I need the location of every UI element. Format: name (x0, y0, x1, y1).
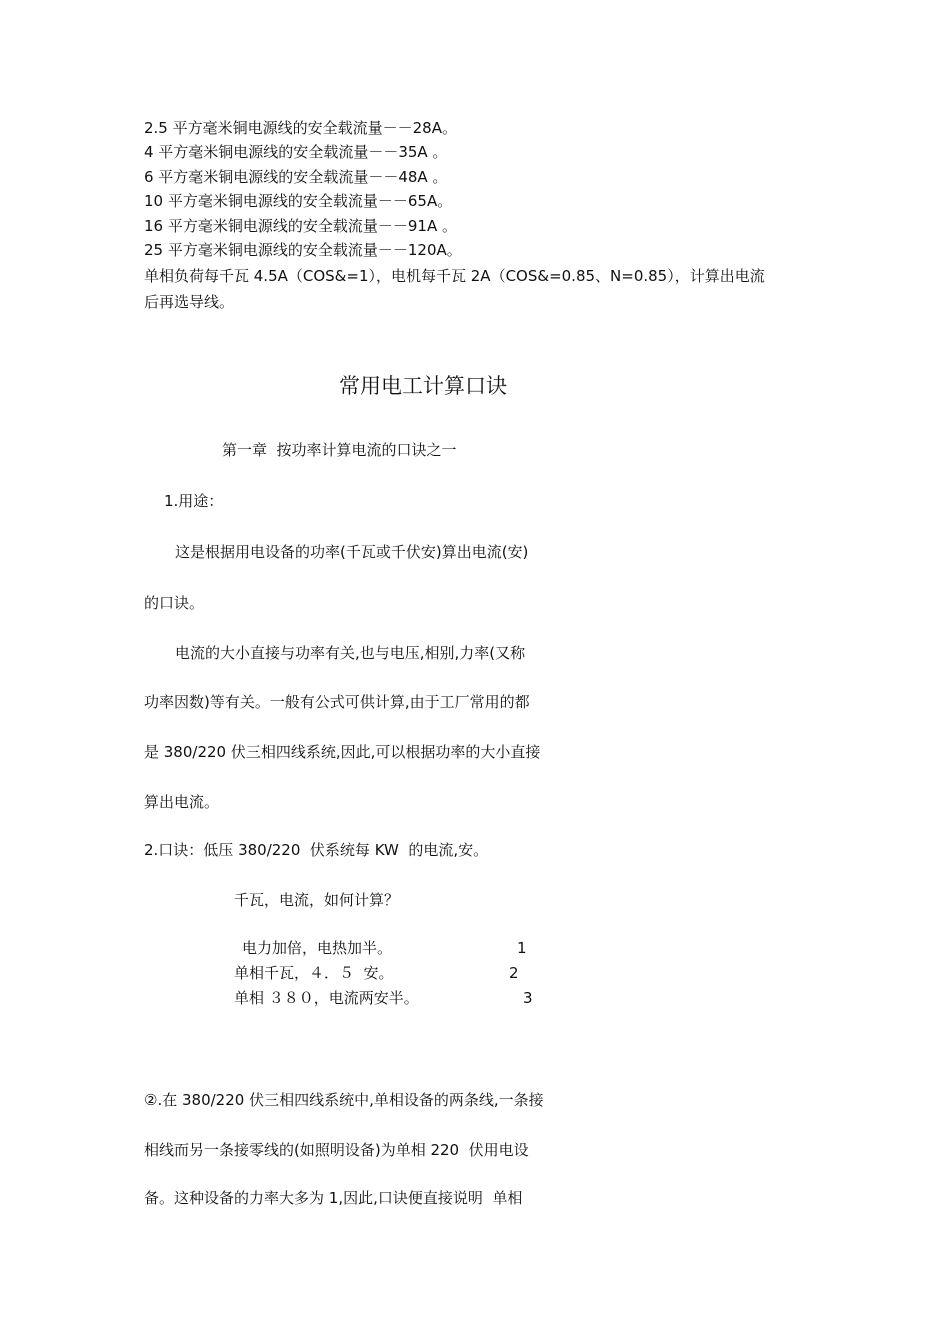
rhyme-line: 单相 ３８０，电流两安半。 (234, 989, 419, 1007)
section-heading: 1.用途： (164, 492, 224, 510)
rhyme-question: 千瓦，电流，如何计算？ (234, 891, 400, 909)
paragraph-line: 相线而另一条接零线的(如照明设备)为单相 220 伏用电设 (144, 1141, 529, 1159)
rhyme-number: 2 (509, 964, 519, 982)
rhyme-number: 3 (523, 989, 533, 1007)
intro-line: 6 平方毫米铜电源线的安全载流量－－48A 。 (144, 168, 448, 186)
page-title (0, 372, 950, 400)
section-heading: 2.口诀：低压 380/220 伏系统每 KW 的电流,安。 (144, 841, 489, 859)
paragraph-line: 功率因数)等有关。一般有公式可供计算,由于工厂常用的都 (144, 693, 530, 711)
intro-line: 2.5 平方毫米铜电源线的安全载流量－－28A。 (144, 119, 457, 137)
page-title-text: 常用电工计算口诀 (339, 374, 507, 398)
chapter-heading: 第一章 按功率计算电流的口诀之一 (222, 441, 457, 459)
paragraph-line: 的口诀。 (144, 594, 205, 612)
intro-line: 单相负荷每千瓦 4.5A（COS&=1），电机每千瓦 2A（COS&=0.85、N=0.85），计算出电流 (144, 267, 765, 285)
rhyme-number: 1 (517, 939, 527, 957)
intro-line: 25 平方毫米铜电源线的安全载流量－－120A。 (144, 241, 462, 259)
paragraph-line: 电流的大小直接与功率有关,也与电压,相别,力率(又称 (175, 644, 526, 662)
rhyme-line: 电力加倍，电热加半。 (242, 939, 393, 957)
paragraph-line: 算出电流。 (144, 793, 220, 811)
rhyme-line: 单相千瓦，４．５ 安。 (234, 964, 394, 982)
intro-line: 4 平方毫米铜电源线的安全载流量－－35A 。 (144, 143, 448, 161)
intro-line: 16 平方毫米铜电源线的安全载流量－－91A 。 (144, 217, 457, 235)
paragraph-line: 备。这种设备的力率大多为 1,因此,口诀便直接说明 单相 (144, 1189, 523, 1207)
paragraph-line: 是 380/220 伏三相四线系统,因此,可以根据功率的大小直接 (144, 743, 541, 761)
paragraph-line: 这是根据用电设备的功率(千瓦或千伏安)算出电流(安) (175, 543, 529, 561)
paragraph-line: ②.在 380/220 伏三相四线系统中,单相设备的两条线,一条接 (144, 1091, 544, 1109)
intro-line: 后再选导线。 (144, 293, 235, 311)
intro-line: 10 平方毫米铜电源线的安全载流量－－65A。 (144, 192, 453, 210)
